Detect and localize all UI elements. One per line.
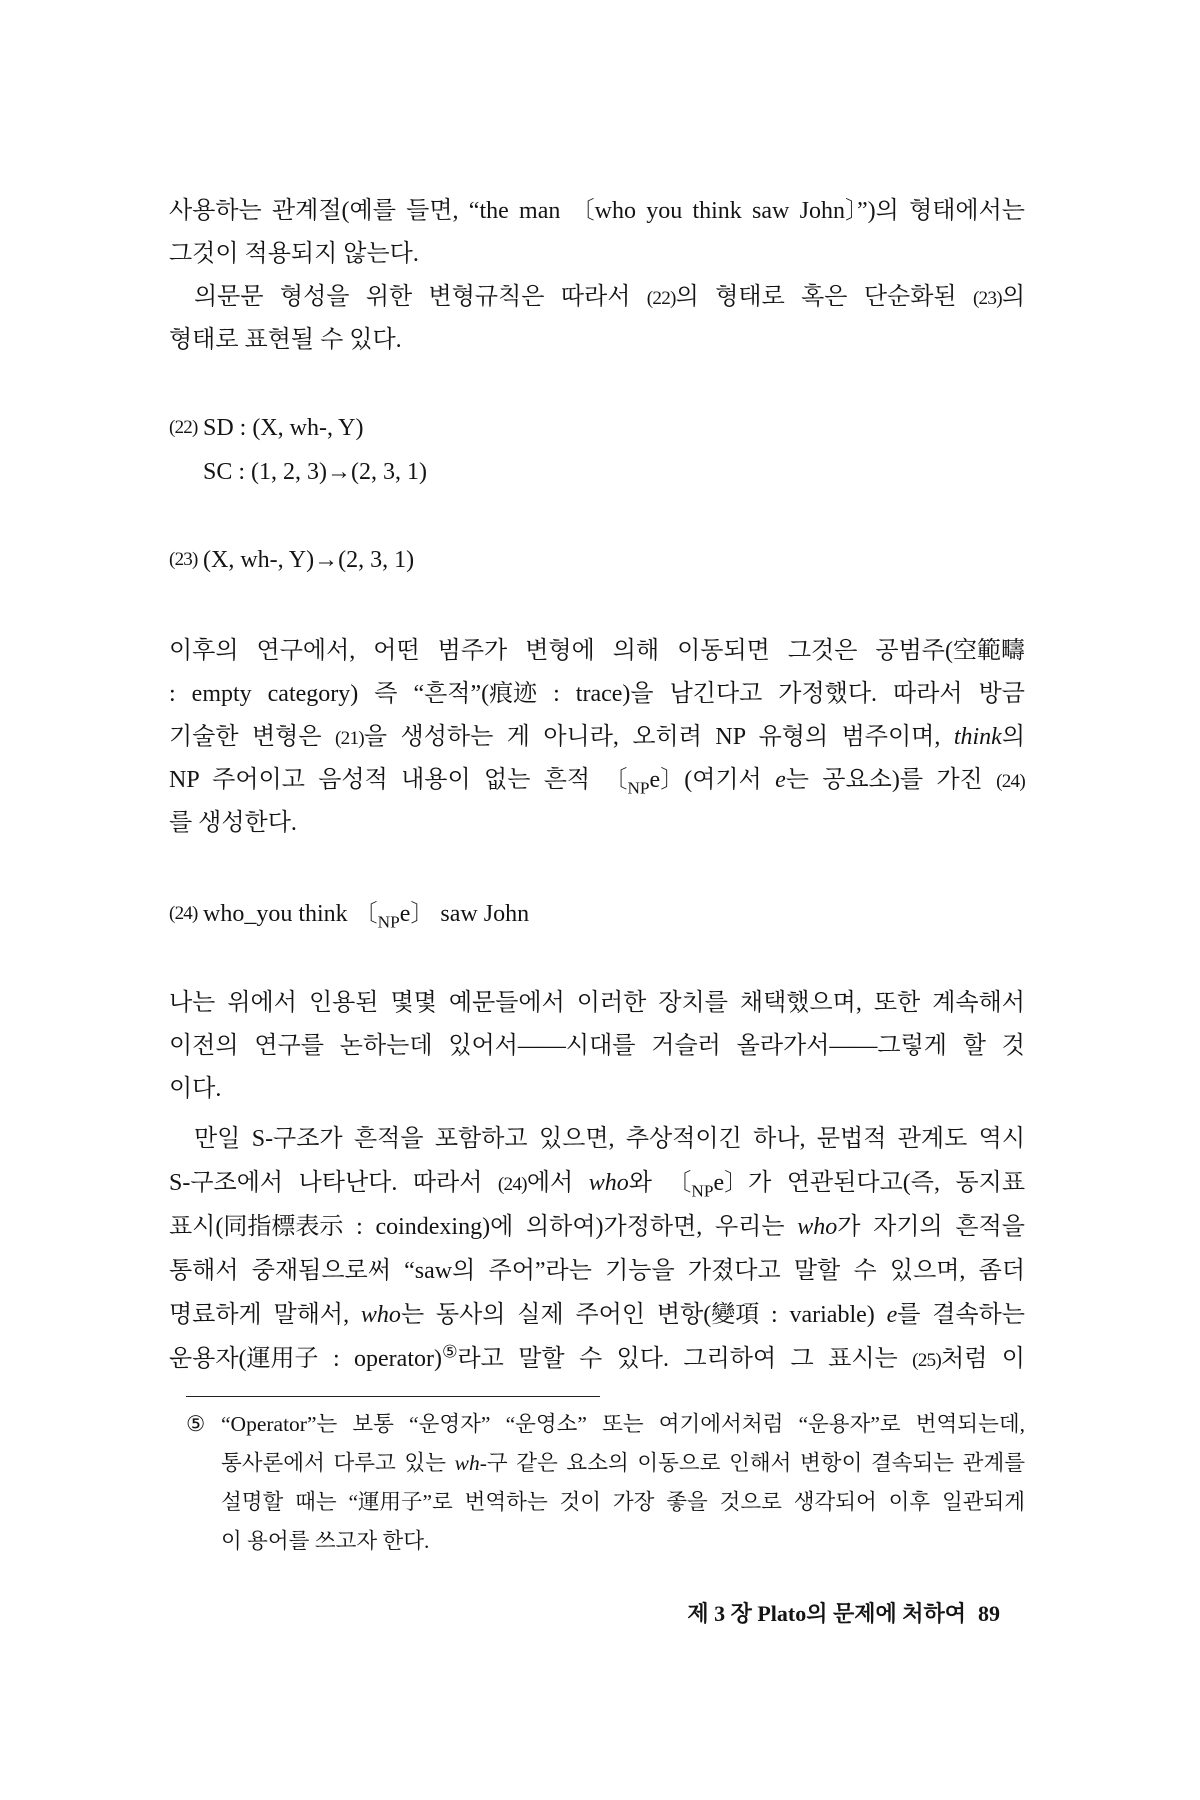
italic-term: e	[886, 1302, 898, 1328]
text-line	[169, 982, 1025, 1025]
italic-term: who	[588, 1170, 629, 1196]
text-run: 와 〔	[628, 1170, 692, 1196]
line-text: 그것이 적용되지 않는다.	[169, 241, 419, 267]
italic-term: who	[360, 1302, 401, 1328]
text-run: 구 같은 요소의 이동으로 인해서 변항이 결속되는 관계를	[486, 1451, 1025, 1475]
footnote-reference: ⑤	[441, 1342, 458, 1362]
page-number: 89	[978, 1601, 1000, 1626]
line-text	[169, 1205, 1025, 1249]
paragraph	[169, 630, 1025, 845]
line-text: 이 용어를 쓰고자 한다.	[221, 1529, 430, 1553]
text-run: 에서	[526, 1170, 589, 1196]
text-run: 통사론에서 다루고 있는	[221, 1451, 455, 1475]
footnote-line	[221, 1405, 1025, 1444]
line-text	[169, 1337, 1025, 1383]
line-text: 설명할 때는 “運用子”로 번역하는 것이 가장 좋을 것으로 생각되어 이후 일관되게	[221, 1490, 1026, 1514]
line-text: 사용하는 관계절(예를 들면, “the man 〔who you think saw John〕”)의 형태에서는	[169, 198, 1025, 224]
example-number-ref: (21)	[335, 728, 364, 749]
italic-term: wh-	[454, 1451, 487, 1475]
footnote	[186, 1405, 1025, 1561]
text-run: 는 동사의 실제 주어인 변항(變項 : variable)	[400, 1302, 887, 1328]
text-line	[169, 630, 1025, 673]
line-text: 만일 S-구조가 흔적을 포함하고 있으면, 추상적이긴 하나, 문법적 관계도 역시	[194, 1126, 1026, 1152]
text-run: NP 주어이고 음성적 내용이 없는 흔적 〔	[169, 767, 628, 793]
text-run: 을 생성하는 게 아니라, 오히려 NP 유형의 범주이며,	[363, 724, 954, 750]
text-line	[169, 1293, 1025, 1337]
text-line	[194, 1117, 1025, 1161]
text-line	[169, 802, 1025, 845]
text-run: 의	[1001, 724, 1025, 750]
text-run: who_you think 〔	[203, 901, 378, 927]
italic-term: think	[953, 724, 1002, 750]
text-line	[169, 1161, 1025, 1205]
example-number-ref: (25)	[912, 1350, 942, 1371]
example-23	[169, 538, 1025, 582]
example-22	[169, 406, 1025, 494]
paragraph	[169, 982, 1025, 1111]
text-run: 의문문 형성을 위한 변형규칙은 따라서	[194, 284, 647, 310]
example-number-ref: (22)	[646, 288, 676, 309]
example-label: (22)	[169, 417, 198, 438]
text-run: 표시(同指標表示 : coindexing)에 의하여)가정하면, 우리는	[169, 1214, 798, 1240]
text-line	[169, 716, 1025, 759]
paragraph	[169, 1117, 1025, 1381]
footnote-marker: ⑤	[186, 1412, 206, 1436]
italic-term: who	[797, 1214, 838, 1240]
running-footer	[687, 1596, 1000, 1632]
subscript-np: NP	[691, 1181, 714, 1201]
text-run: 명료하게 말해서,	[169, 1302, 361, 1328]
example-label: (24)	[169, 903, 198, 924]
text-line	[169, 190, 1025, 233]
line-text	[221, 1444, 1025, 1483]
footnote-line	[221, 1444, 1025, 1483]
text-run: 의	[1001, 284, 1026, 310]
example-number-ref: (23)	[972, 288, 1002, 309]
example-24	[169, 892, 1025, 936]
text-line	[169, 759, 1025, 802]
running-head: 제 3 장 Plato의 문제에 처하여	[687, 1601, 966, 1626]
line-text: 이다.	[169, 1076, 222, 1102]
example-line: (X, wh-, Y)→(2, 3, 1)	[203, 547, 415, 573]
text-run: 처럼 이	[941, 1346, 1025, 1372]
footnote-line	[221, 1483, 1025, 1522]
line-text: 통해서 중재됨으로써 “saw의 주어”라는 기능을 가졌다고 말할 수 있으며, 좀더	[169, 1258, 1026, 1284]
subscript-np: NP	[627, 778, 650, 798]
text-run: 라고 말할 수 있다. 그리하여 그 표시는	[457, 1346, 913, 1372]
text-run: e〕(여기서	[649, 767, 776, 793]
line-text: 형태로 표현될 수 있다.	[169, 327, 402, 353]
italic-term: e	[775, 767, 786, 793]
line-text: 나는 위에서 인용된 몇몇 예문들에서 이러한 장치를 채택했으며, 또한 계속해서	[169, 990, 1025, 1016]
line-text: 를 생성한다.	[169, 810, 297, 836]
line-text: “Operator”는 보통 “운영자” “운영소” 또는 여기에서처럼 “운용자”로 번역되는데,	[221, 1412, 1025, 1436]
line-text: 이전의 연구를 논하는데 있어서——시대를 거슬러 올라가서——그렇게 할 것	[169, 1033, 1025, 1059]
line-text	[169, 759, 1025, 803]
text-run: e〕 saw John	[399, 901, 530, 927]
line-text: : empty category) 즉 “흔적”(痕迹 : trace)을 남긴다고 가정했다. 따라서 방금	[169, 681, 1025, 707]
line-text	[169, 1161, 1025, 1207]
line-text	[169, 716, 1025, 760]
text-run: e〕가 연관된다고(즉, 동지표	[713, 1170, 1026, 1196]
text-run: 를 결속하는	[897, 1302, 1025, 1328]
text-line	[169, 1025, 1025, 1068]
text-run: 기술한 변형은	[169, 724, 336, 750]
footnote-line	[221, 1522, 1025, 1561]
text-line	[194, 276, 1025, 319]
line-text	[194, 276, 1025, 320]
text-run: 는 공요소)를 가진	[785, 767, 997, 793]
text-run: 운용자(運用子 : operator)	[169, 1346, 442, 1372]
line-text	[169, 1293, 1025, 1337]
example-number-ref: (24)	[996, 771, 1025, 792]
text-run: S-구조에서 나타난다. 따라서	[169, 1170, 498, 1196]
text-run: 의 형태로 혹은 단순화된	[675, 284, 973, 310]
footnote-rule	[186, 1396, 600, 1397]
paragraph-continued	[169, 190, 1025, 276]
subscript-np: NP	[377, 912, 400, 932]
text-line	[169, 233, 1025, 276]
text-line	[169, 1068, 1025, 1111]
text-line	[169, 1337, 1025, 1381]
text-run: 가 자기의 흔적을	[837, 1214, 1025, 1240]
text-line	[169, 673, 1025, 716]
example-line: SC : (1, 2, 3)→(2, 3, 1)	[203, 459, 427, 485]
text-line	[169, 1205, 1025, 1249]
example-label: (23)	[169, 549, 198, 570]
line-text: 이후의 연구에서, 어떤 범주가 변형에 의해 이동되면 그것은 공범주(空範疇	[169, 638, 1025, 664]
example-line	[203, 892, 1025, 936]
text-line	[169, 1249, 1025, 1293]
example-line: SD : (X, wh-, Y)	[203, 415, 364, 441]
example-number-ref: (24)	[497, 1174, 527, 1195]
paragraph	[169, 276, 1025, 362]
text-line	[169, 319, 1025, 362]
